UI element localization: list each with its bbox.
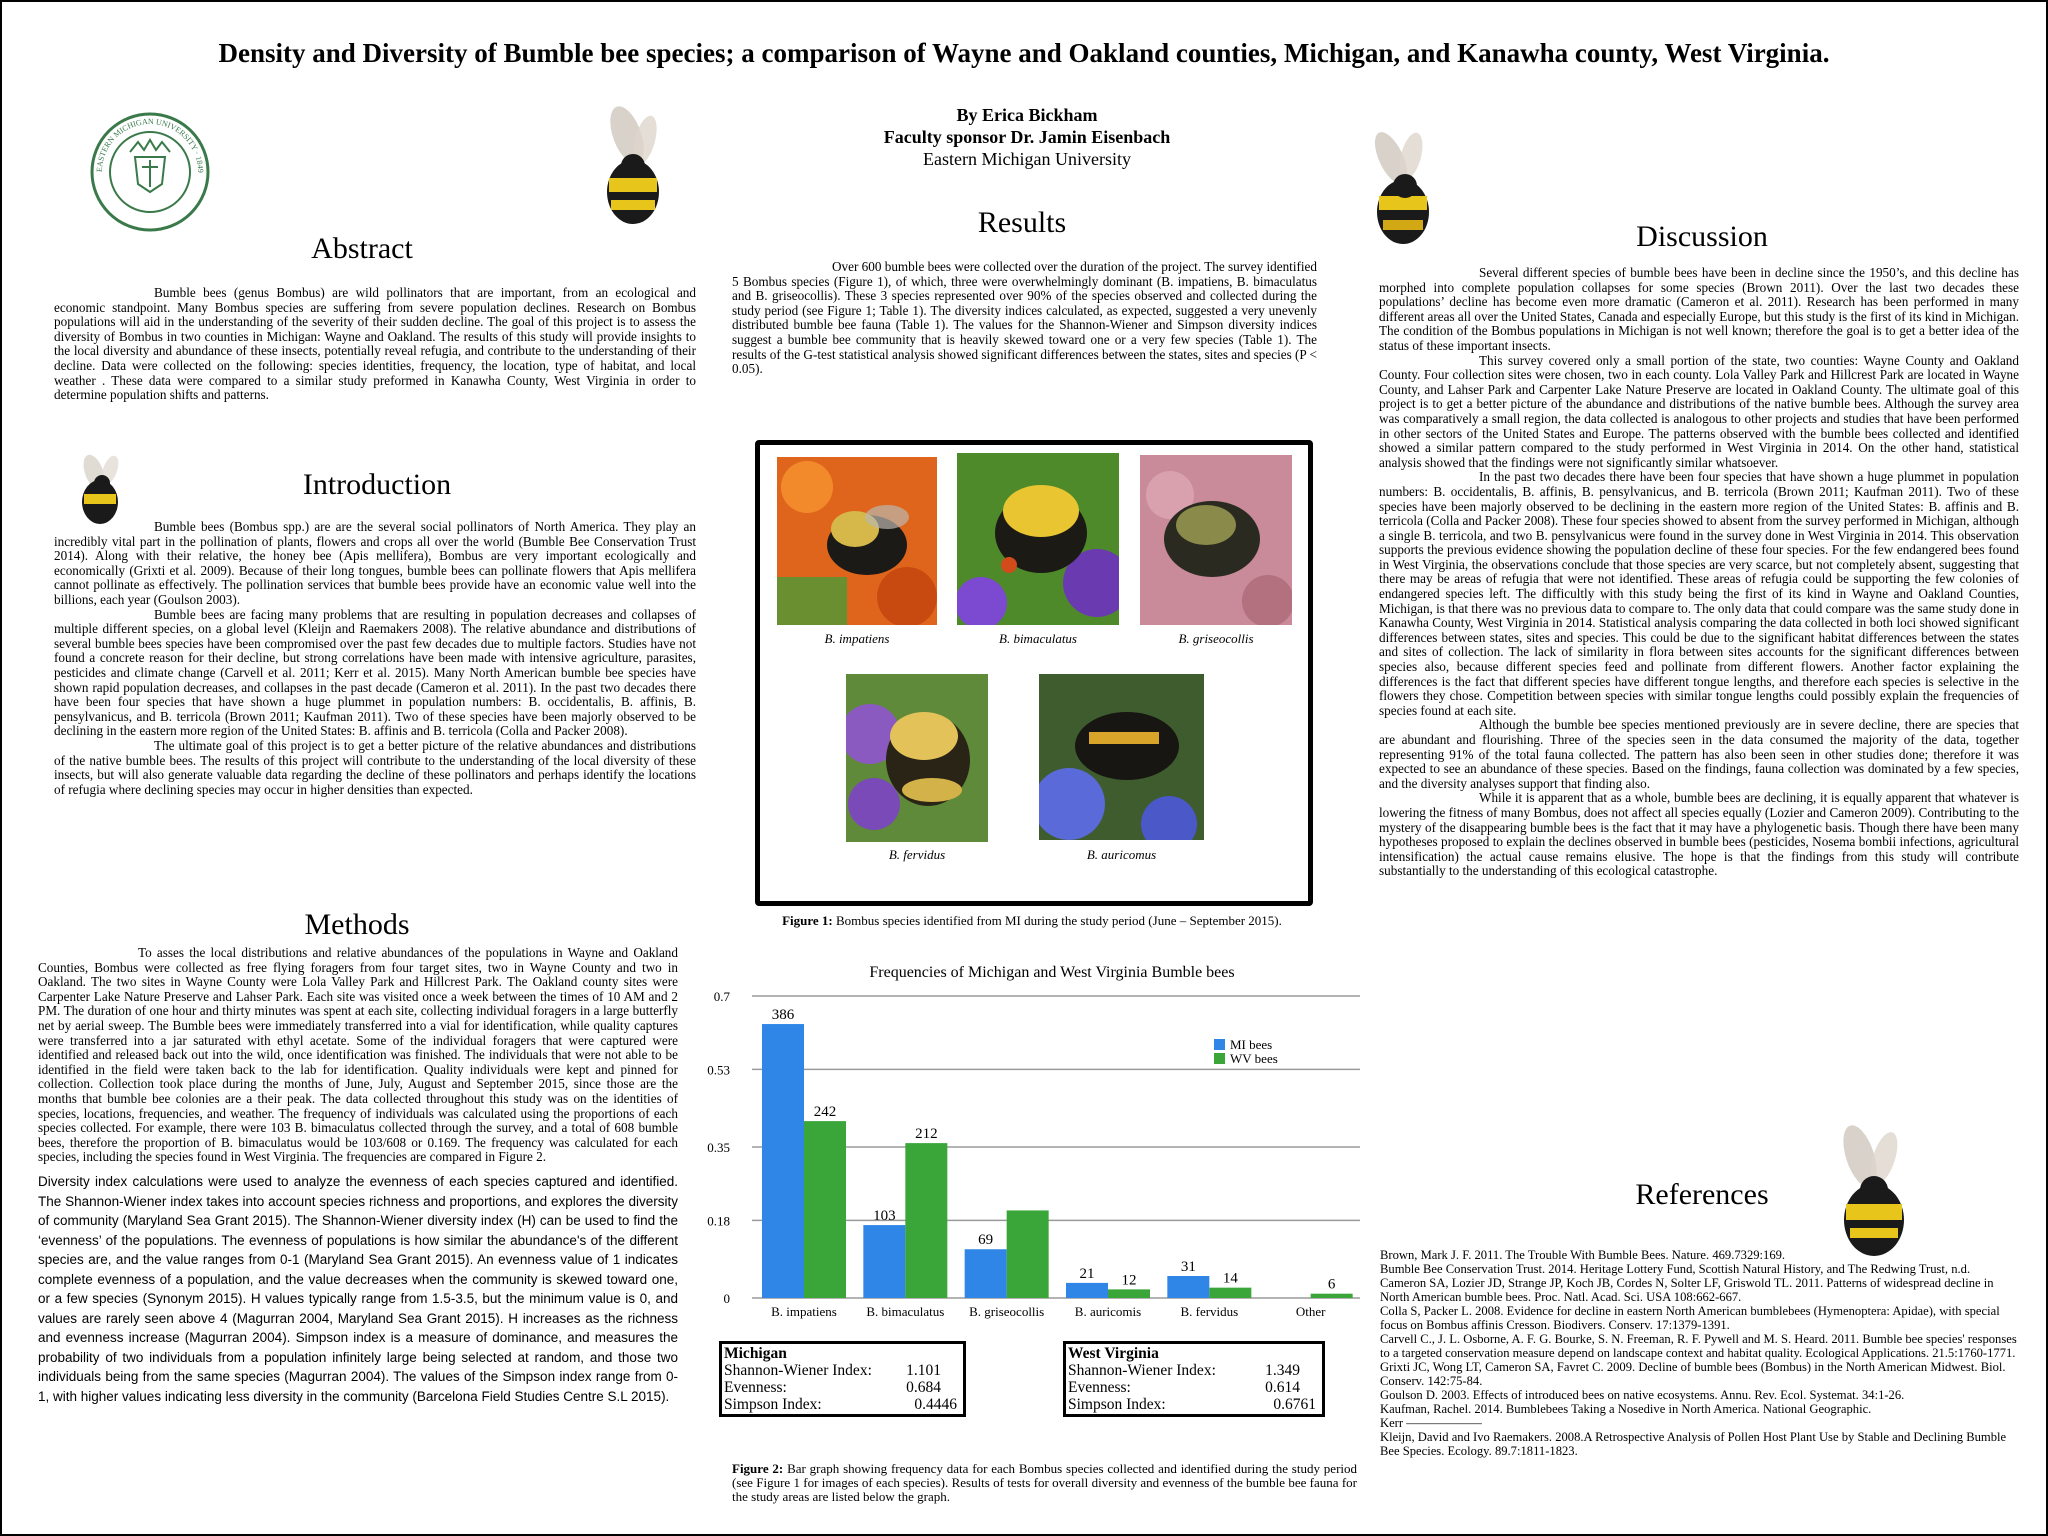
abstract-section [54,286,696,403]
stats-value: 1.101 [906,1362,941,1379]
author-block [802,104,1252,170]
reference-item: Kaufman, Rachel. 2014. Bumblebees Taking a Nosedive in North America. National Geographic. [1380,1402,1872,1416]
stats-row [1068,1396,1320,1413]
bar [804,1121,846,1298]
discussion-section [1379,266,2019,879]
stats-title: Michigan [724,1345,787,1362]
bar [1108,1289,1150,1298]
species-caption: B. griseocollis [1178,631,1254,646]
introduction-paragraph: Bumble bees (Bombus spp.) are are the several social pollinators of North America. They play an incredibly vital part in the pollination of plants, flowers and crops all over the world (Bumble Bee Conservation Trust 2014). Along with their relative, the honey bee (Apis mellifera), Bombus are very important ecologically and economically (Grixti et al. 2009). Because of their long tongues, bumble bees can pollinate flowers that Apis mellifera cannot pollinate as effectively. The pollination services that bumble bees provide have an economic value well into the billions, each year (Goulson 2003). [54,519,696,607]
stats-value: 0.4446 [914,1396,957,1413]
seal-text: EASTERN MICHIGAN UNIVERSITY · 1849 [94,116,206,173]
university-seal [90,112,210,242]
data-label: 212 [915,1126,938,1143]
abstract-text: Bumble bees (genus Bombus) are wild pollinators that are important, from an ecological and economic standpoint. Many Bombus species are suffering from severe population declines. Research on Bombus populations will aid in the understanding of the severity of their sudden decline. The goal of this project is to assess the diversity of Bombus in two counties in Michigan: Wayne and Oakland. The results of this study will provide insights to the local diversity and abundance of these insects, potentially reveal refugia, and contribute to the understanding of their decline. Data were collected on the following: species identities, frequency, the location, type of habitat, and local weather . These data were compared to a similar study preformed in Kanawha County, West Virginia in order to determine population shifts and patterns. [54,285,696,403]
data-label: 14 [1222,1270,1238,1287]
bar [863,1225,905,1298]
author-byline: By Erica Bickham [956,105,1098,125]
stats-row [724,1362,961,1379]
introduction-paragraph: Bumble bees are facing many problems that are resulting in population decreases and collapses of multiple different species, on a global level (Kleijn and Raemakers 2008). The relative abundance and distributions of several bumble bees species have been compromised over the past few decades due to multiple factors. Studies have not found a concrete reason for their decline, but strong correlations have been made with intensive agriculture, parasites, pesticides and climate change (Carvell et al. 2011; Kerr et al. 2015). Many North American bumble bee species have shown rapid population decreases, and collapses in the past decade (Cameron et al. 2011). In the past two decades there have been four species that have shown a huge plummet in population numbers: B. occidentalis, B. affinis, B. pensylvanicus, and B. terricola (Brown 2011; Kaufman 2011). Two of these species have been majorly observed to be declining in the eastern more region of the United States: B. affinis and B. terricola (Colla and Packer 2008). [54,606,696,739]
figure2-caption-text: Bar graph showing frequency data for each Bombus species collected and identified during the study period (see Figure 1 for images of each species). Results of tests for overall diversity and evenness of the bumble bee fauna for the study areas are listed below the graph. [732,1461,1358,1504]
stats-row [724,1379,961,1396]
bar [1311,1294,1353,1298]
legend-swatch [1214,1053,1225,1064]
methods-heading: Methods [304,908,410,941]
results-heading: Results [977,206,1067,239]
diversity-methods-text: Diversity index calculations were used to analyze the evenness of each species captured and identified. The Shannon-Wiener index takes into account species richness and proportions, and explores the diversity of community (Maryland Sea Grant 2015). The Shannon-Wiener diversity index (H) can be used to find the ‘evenness’ of the populations. The evenness of populations is how similar the abundance's of the different species are, and the value ranges from 0-1 (Maryland Sea Grant 2015). An evenness value of 1 indicates complete evenness of a population, and the value decreases when the community is skewed toward one, or a few species (Synonym 2015). H values typically range from 1.5-3.5, but the minimum value is 0, and values are rarely seen above 4 (Magurran 2004, Maryland Sea Grant 2015). H increases as the richness and evenness increase (Magurran 2004). Simpson index is a measure of dominance, and measures the probability of two individuals from a population infinitely large being selected at random, and those two individuals being from the same species (Magurran 2004). The values of the Simpson index range from 0-1, with higher values indicating less diversity in the community (Barcelona Field Studies Centre S.L 2015). [38,1174,678,1404]
discussion-paragraph: While it is apparent that as a whole, bumble bees are declining, it is equally apparent that whatever is lowering the fitness of many Bombus, does not affect all species equally (Lozier and Cameron 2009). Contributing to the mystery of the disappearing bumble bees is the fact that it may have a phylogenetic basis. Though there have been many hypotheses proposed to explain the declines observed in bumble bees (pesticides, Nosema bombii infections, agricultural intensification) the actual cause remains elusive. The hope is that the findings from this study will contribute substantially to the understanding of this ecological catastrophe. [1379,790,2019,879]
photo-b-bimaculatus [957,453,1119,625]
data-label: 242 [813,1104,837,1121]
figure1-caption-text: Bombus species identified from MI during the study period (June – September 2015). [836,913,1282,928]
stats-title: West Virginia [1068,1345,1159,1362]
figure1-caption-label: Figure 1: [782,913,833,928]
frequency-bar-chart [692,954,1372,1324]
data-label: 69 [978,1232,994,1249]
stats-value: 0.684 [906,1379,941,1396]
chart-y-ticks [707,989,730,1306]
methods-text: To asses the local distributions and relative abundances of the populations in Wayne and Oakland Counties, Bombus were collected as free flying foragers from four target sites, two in Wayne County and two in Oakland. The two sites in Wayne County were Lola Valley Park and Hillcrest Park. The Oakland county sites were Carpenter Lake Nature Preserve and Lahser Park. Each site was visited once a week between the times of 10 AM and 2 PM. The duration of one hour and thirty minutes was spent at each site, collecting individual foragers in a large butterfly net by aerial sweep. The Bumble bees were immediately transferred into a vial for identification, while quality captures were transferred into a jar saturated with ethyl acetate. Some of the individual foragers that were captured were identified and released back out into the wild, once identification was finished. The individuals that were not able to be identified in the field were taken back to the lab for identification. Quality individuals were kept and pinned for collection. Collection took place during the months of June, July, August and September 2015, since those are the months that bumble bee colonies are a their peak. The data collected throughout this study was on the identities of species, locations, frequencies, and weather. The frequency of individuals was calculated using the proportions of each species collected. For example, there were 103 B. bimaculatus collected through the survey, and a total of 608 bumble bees, therefore the proportion of B. bimaculatus would be 103/608 or 0.169. The frequency was calculated for each species, including the species found in West Virginia. The frequencies are compared in Figure 2. [38,945,678,1165]
data-label: 6 [1327,1276,1336,1293]
species-caption: B. auricomus [1086,847,1157,862]
university-name: Eastern Michigan University [923,149,1131,169]
x-tick-label: Other [1295,1304,1326,1319]
reference-item: Brown, Mark J. F. 2011. The Trouble With Bumble Bees. Nature. 469.7329:169. [1380,1248,1786,1262]
stats-row [724,1396,961,1413]
references-heading: References [1635,1178,1769,1211]
stats-label: Simpson Index: [724,1396,822,1413]
bar [1066,1283,1108,1298]
chart-title: Frequencies of Michigan and West Virginia Bumble bees [869,964,1235,981]
legend-swatch [1214,1039,1225,1050]
y-tick-label: 0.18 [707,1213,730,1229]
y-tick-label: 0.35 [707,1140,730,1155]
data-label: 12 [1121,1272,1137,1289]
faculty-sponsor: Faculty sponsor Dr. Jamin Eisenbach [883,127,1171,147]
stats-row [1068,1379,1320,1396]
stats-label: Evenness: [724,1379,787,1396]
photo-b-auricomus [1039,674,1204,840]
photo-b-griseocollis [1140,455,1292,625]
introduction-paragraph: The ultimate goal of this project is to get a better picture of the relative abundances and distributions of the native bumble bees. The results of this project will contribute to the understanding of the local diversity of these insects, but will also generate valuable data regarding the decline of these pollinators and perhaps identify the locations of refugia where declining species may occur in higher densities than expected. [54,737,696,797]
y-tick-label: 0.7 [713,989,730,1004]
legend-label: WV bees [1230,1051,1278,1066]
stats-value: 0.6761 [1273,1396,1316,1413]
data-label: 31 [1180,1258,1196,1275]
discussion-paragraph: This survey covered only a small portion of the state, two counties: Wayne County and Oakland County. Four collection sites were chosen, two in each county. Lola Valley Park and Hillcrest Park are located in Wayne County, and Lahser Park and Carpenter Lake Nature Preserve are located in Oakland County. The ultimate goal of this project is to get a better picture of the abundance and distributions of the native bumble bees. Although the survey area was comparatively a small region, the data collected is analogous to other projects and studies that have been performed in other sectors of the United States and Europe. The patterns observed with the bumble bees collected and identified showed a similar pattern compared to the study performed in West Virginia in 2014. On the other hand, statistical analysis showed that the findings were not significantly similar whatsoever. [1379,352,2019,470]
figure1-caption [722,913,1342,929]
y-tick-label: 0.53 [707,1062,730,1078]
reference-item: Goulson D. 2003. Effects of introduced bees on native ecosystems. Annu. Rev. Ecol. Systemat. 34:1-26. [1380,1388,1905,1402]
stats-label: Simpson Index: [1068,1396,1166,1413]
stats-value: 0.614 [1265,1379,1300,1396]
photo-b-fervidus [846,674,988,842]
stats-row [1068,1362,1320,1379]
discussion-heading: Discussion [1636,220,1768,253]
legend-label: MI bees [1230,1037,1273,1052]
photo-b-impatiens [777,457,937,625]
bar [1167,1276,1209,1298]
figure2-caption [732,1462,1357,1504]
methods-section [38,946,678,1165]
discussion-paragraph: In the past two decades there have been four species that have shown a huge plummet in population numbers: B. occidentalis, B. affinis, B. pensylvanicus, and B. terricola (Brown 2011; Kaufman 2011). Two of these species have been majorly observed to be declining in the eastern more region of the United States: B. affinis and B. terricola (Colla and Packer 2008). These four species showed to absent from the survey performed in Michigan, although a single B. terricola, and two B. pensylvanicus were found in the survey done in West Virginia in 2014. This observation supports the previous evidence showing the population decline of these four species. For the few endangered bees found in West Virginia, the observations conclude that those species are very scarce, but not completely absent, suggesting that there may be areas of refugia that were not identified. These areas of refugia could be supporting the few colonies of endangered species left. The difficultly with this study being the first of its kind in Wayne and Oakland Counties, Michigan, is that there was no previous data to compare to. The only data that could compare was the same study done in Kanawha County, West Virginia in 2014. Statistical analysis comparing the data collected in both loci showed significant differences between states, sites and species. This could be due to the significant habitat differences between the states and sites of collection. The lack of similarity in flora between sites accounts for the significant differences between species also, because different species feed and pollinate from different flowers. Another factor explaining the differences is the fact that different species have different tongue lengths, and therefore each species is selective in the flowers they chose. Competition between species with similar tongue lengths could possibly explain the frequencies of species found at each site. [1379,469,2019,718]
discussion-paragraph: Although the bumble bee species mentioned previously are in severe decline, there are species that are abundant and flourishing. Three of the species seen in the data consumed the majority of the data, together representing 91% of the total fauna collected. The pattern has also been seen in other studies done; therefore it was expected to see an abundance of these species. Based on the findings, fauna collection was dominated by a few species, and the diversity analyses support that finding also. [1379,717,2019,791]
x-tick-label: B. auricomis [1074,1304,1142,1319]
species-caption: B. fervidus [888,847,946,862]
data-label: 21 [1079,1265,1095,1282]
x-tick-label: B. impatiens [771,1304,837,1319]
reference-item: Kerr —————— [1380,1416,1482,1430]
reference-item: Grixti JC, Wong LT, Cameron SA, Favret C. 2009. Decline of bumble bees (Bombus) in the North American Midwest. Biol. Conserv. 142:75-84. [1380,1360,2006,1388]
species-caption: B. impatiens [824,631,890,646]
bar [1209,1288,1251,1298]
reference-item: Bumble Bee Conservation Trust. 2014. Heritage Lottery Fund, Scottish Natural History, and The Redwing Trust, n.d. [1380,1262,1971,1276]
poster-title: Density and Diversity of Bumble bee species; a comparison of Wayne and Oakland counties, Michigan, and Kanawha county, West Virginia. [218,38,1830,68]
abstract-heading: Abstract [311,232,413,265]
reference-item: Colla S, Packer L. 2008. Evidence for decline in eastern North American bumblebees (Hymenoptera: Apidae), with special focus on Bombus affinis Cresson. Biodivers. Conserv. 17:1379-1391. [1380,1304,2000,1332]
bar [965,1249,1007,1298]
y-tick-label: 0 [723,1291,730,1306]
west-virginia-stats-table [1063,1341,1325,1417]
bar [1007,1210,1049,1298]
bar [762,1024,804,1298]
figure2-caption-label: Figure 2: [732,1461,784,1476]
reference-item: Kleijn, David and Ivo Raemakers. 2008.A Retrospective Analysis of Pollen Host Plant Use by Stable and Declining Bumble Bee Species. Ecology. 89.7:1811-1823. [1380,1430,2007,1458]
reference-item: Carvell C., J. L. Osborne, A. F. G. Bourke, S. N. Freeman, R. F. Pywell and M. S. Heard. 2011. Bumble bee species' responses to a targeted conservation measure depend on landscape context and habitat quality. Ecological Applications. 21.5:1760-1771. [1380,1332,2017,1360]
x-tick-label: B. fervidus [1180,1304,1239,1319]
stats-label: Evenness: [1068,1379,1131,1396]
chart-x-ticks [771,1304,1326,1319]
figure1-frame [755,440,1313,906]
stats-value: 1.349 [1265,1362,1300,1379]
data-label: 103 [873,1208,896,1225]
results-text: Over 600 bumble bees were collected over the duration of the project. The survey identified 5 Bombus species (Figure 1), of which, three were overwhelmingly dominant (B. impatiens, B. bimaculatus and B. griseocollis). These 3 species represented over 90% of the species observed and collected during the study period (see Figure 1; Table 1). The diversity indices calculated, as expected, suggested a very unevenly distributed bumble bee fauna (Table 1). The values for the Shannon-Wiener and Simpson diversity indices suggest a bumble bee community that is heavily skewed toward one or a very few species (Table 1). The results of the G-test statistical analysis showed significant differences between the states, sites and species (P < 0.05). [732,259,1317,377]
x-tick-label: B. bimaculatus [866,1304,945,1319]
michigan-stats-table [719,1341,966,1417]
x-tick-label: B. griseocollis [969,1304,1045,1319]
chart-legend [1214,1037,1278,1066]
bar [905,1143,947,1298]
introduction-section [54,520,696,797]
introduction-heading: Introduction [302,468,452,501]
stats-label: Shannon-Wiener Index: [1068,1362,1216,1379]
bee-illustration [597,100,667,230]
references-list [1380,1248,2020,1458]
discussion-paragraph: Several different species of bumble bees have been in decline since the 1950’s, and this decline has morphed into complete population collapses for some species (Brown 2011). Over the last two decades these populations’ decline has become even more dramatic (Cameron et al. 2011). Research has been performed in many different areas all over the United States, Canada and especially Europe, but this study is the first of its kind in Michigan. The condition of the Bombus populations in Michigan is not well known; therefore the goal is to get a better idea of the status of these important insects. [1379,265,2019,353]
stats-label: Shannon-Wiener Index: [724,1362,872,1379]
data-label: 386 [771,1007,795,1024]
reference-item: Cameron SA, Lozier JD, Strange JP, Koch JB, Cordes N, Solter LF, Griswold TL. 2011. Patterns of widespread decline in North American bumble bees. Proc. Natl. Acad. Sci. USA 108:662-667. [1380,1276,1994,1304]
species-caption: B. bimaculatus [999,631,1077,646]
results-section [732,260,1317,377]
